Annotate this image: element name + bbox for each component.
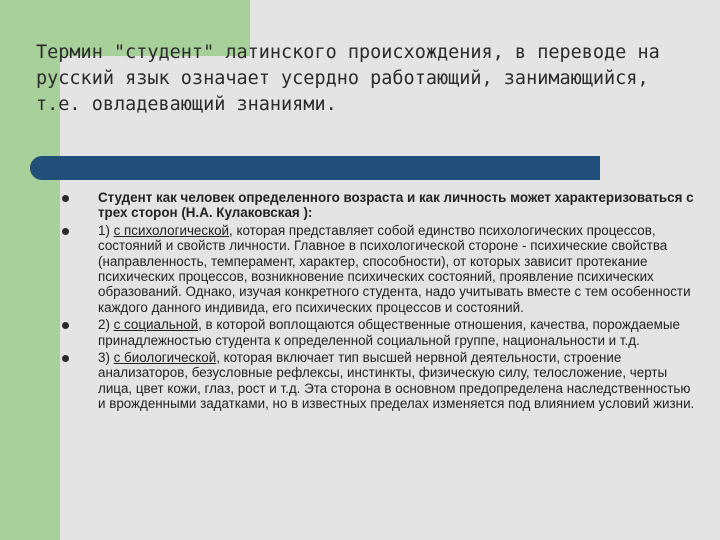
bullet-text: , которая представляет собой единство психологических процессов, состояний и свойств личности. Главное в психологической стороне - психические свойства (направленность, темперамент, характер, способности), от которых зависит протекание психических процессов, возникновение психических состояний, проявление психических образований. Однако, изучая конкретного студента, надо учитывать вместе с тем особенности каждого данного индивида, его психических процессов и состояний. [98,222,691,315]
bullet-text: , которая включает тип высшей нервной деятельности, строение анализаторов, безусловные рефлексы, инстинкты, физическую силу, телосложение, черты лица, цвет кожи, глаз, рост и т.д. Эта сторона в основном предопределена наследственностью и врожденными задатками, но в известных пределах изменяется под влиянием условий жизни. [98,350,695,412]
bullet-item-biological [58,350,698,412]
bullet-dot-icon [62,322,69,329]
slide-title: Термин "студент" латинского происхождения, в переводе на русский язык означает усердно работающий, занимающийся, т.е. овладевающий знаниями. [36,42,660,115]
bullet-prefix: 1) [98,222,114,238]
bullet-term: с биологической [113,350,217,366]
bullet-item-social [58,317,698,348]
bullet-prefix: 2) [98,317,114,333]
bullet-text: , в которой воплощаются общественные отношения, качества, порождаемые принадлежностью студента к определенной социальной группе, национальности и т.д. [98,317,680,348]
bullet-dot-icon [62,195,69,202]
bullet-term: с социальной [113,317,199,333]
bullet-item-intro [58,190,698,221]
bullet-list [58,190,698,414]
bullet-term: с психологической [113,222,230,238]
bullet-item-psychological [58,223,698,315]
bullet-dot-icon [62,355,69,362]
title-divider-bar [30,156,600,180]
bullet-dot-icon [62,228,69,235]
bullet-prefix: 3) [98,350,114,366]
bullet-text: Студент как человек определенного возраста и как личность может характеризоваться с трех сторон (Н.А. Кулаковская ): [98,190,694,221]
